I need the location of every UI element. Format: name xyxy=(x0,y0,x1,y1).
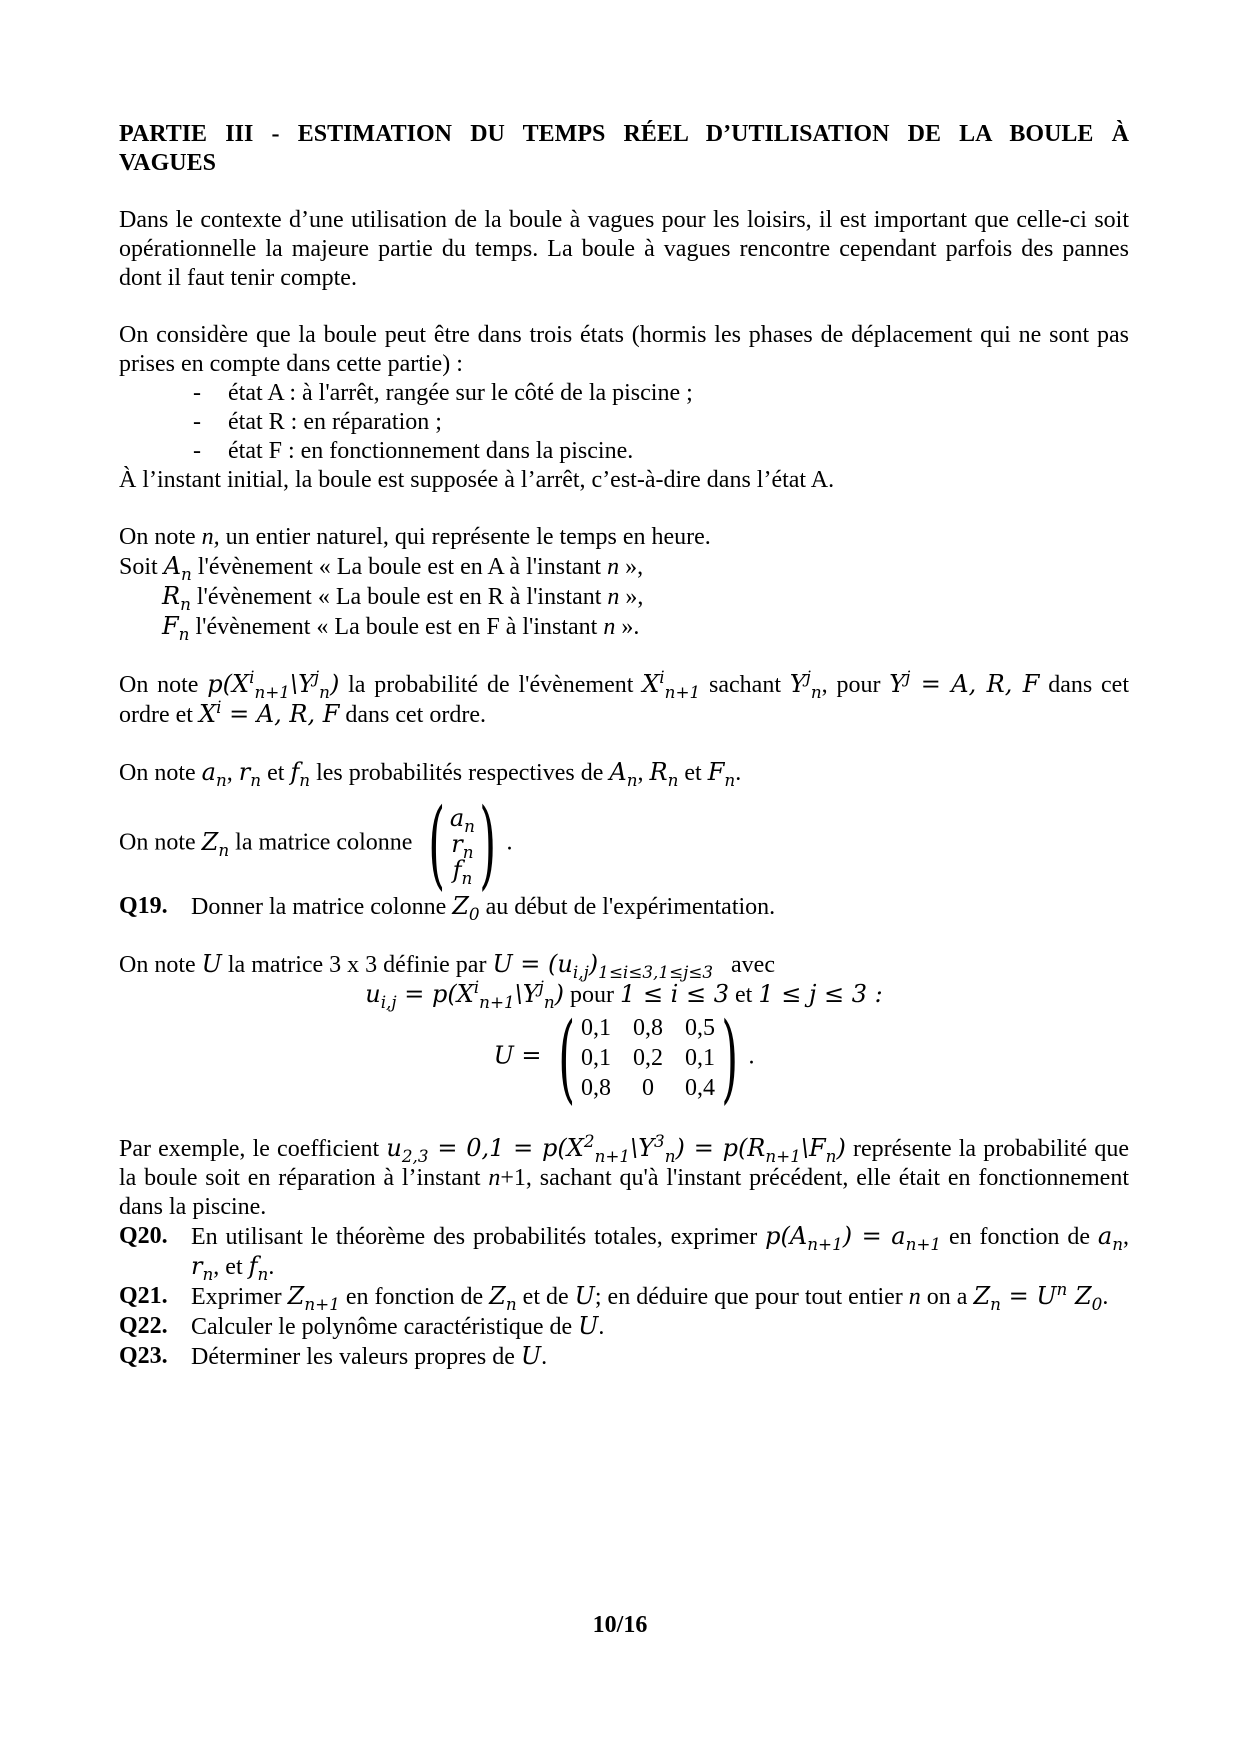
question-22: Q22. Calculer le polynôme caractéristique de U. xyxy=(119,1312,605,1340)
matrix-cell: 0,1 xyxy=(580,1015,611,1041)
example-paragraph: Par exemple, le coefficient $u_{2,3} = 0,1$ = $p(X^2_{n+1}\backslash Y^3_n)$ = $p(R_{n+1}\backslash F_n)$ représente la probabilité que la boule soit en réparation à l’instant n+1, sachant qu'à l'instant précédent, elle était en fonctionnement dans la piscine. xyxy=(119,1131,1130,1220)
matrix-cell: 0,1 xyxy=(684,1045,715,1071)
u-definition: On note U la matrice 3 x 3 définie par $U = (u_{i,j})_{1\le i\le 3,1\le j\le 3}$ avec xyxy=(119,950,775,982)
question-23: Q23. Déterminer les valeurs propres de U. xyxy=(119,1342,548,1370)
initial-state: À l’instant initial, la boule est supposée à l’arrêt, c’est-à-dire dans l’état A. xyxy=(119,467,835,493)
question-21: Q21. Exprimer $Z_{n+1}$ en fonction de $Z_n$ et de U; en déduire que pour tout entier n on a $Z_n = U^n$ $Z_0$. xyxy=(119,1279,1109,1314)
states-list xyxy=(119,379,1129,466)
matrix-u-display: U = ( 0,1 0,8 0,5 0,1 0,2 0,1 0,8 0 0,4 ) . xyxy=(493,1002,755,1114)
question-20: Q20. En utilisant le théorème des probabilités totales, exprimer $p(A_{n+1}) = a_{n+1}$ en fonction de $a_n$, $r_n$, et $f_n$. xyxy=(119,1222,1130,1284)
event-f: $F_n$ l'évènement « La boule est en F à l'instant n ». xyxy=(162,612,640,644)
zn-column-vector: ( $a_n$ $r_n$ $f_n$ ) xyxy=(428,788,497,900)
matrix-cell: 0,1 xyxy=(580,1045,611,1071)
matrix-cell: 0,4 xyxy=(684,1075,715,1101)
matrix-u xyxy=(581,1014,715,1102)
probabilities-note: On note $a_n$, $r_n$ et $f_n$ les probabilités respectives de $A_n$, $R_n$ et $F_n$. xyxy=(119,758,742,790)
matrix-cell: 0 xyxy=(641,1075,654,1101)
page-content xyxy=(119,120,1129,1372)
matrix-cell: 0,5 xyxy=(684,1015,715,1041)
time-note: On note n, un entier naturel, qui représente le temps en heure. xyxy=(119,524,711,550)
matrix-cell: 0,8 xyxy=(632,1015,663,1041)
event-r: $R_n$ l'évènement « La boule est en R à l'instant n », xyxy=(162,582,644,614)
state-f-item: - état F : en fonctionnement dans la piscine. xyxy=(193,437,1129,466)
states-intro: On considère que la boule peut être dans trois états (hormis les phases de déplacement qui ne sont pas prises en compte dans cette partie) : xyxy=(119,322,1129,377)
matrix-cell: 0,2 xyxy=(632,1045,663,1071)
zn-note: On note $Z_n$ la matrice colonne ( $a_n$ $r_n$ $f_n$ ) . xyxy=(119,788,513,900)
matrix-cell: 0,8 xyxy=(580,1075,611,1101)
state-a-item: - état A : à l'arrêt, rangée sur le côté de la piscine ; xyxy=(193,379,1129,408)
section-heading: PARTIE III - ESTIMATION DU TEMPS RÉEL D’UTILISATION DE LA BOULE À VAGUES xyxy=(119,121,1129,176)
question-19: Q19. Donner la matrice colonne $Z_0$ au début de l'expérimentation. xyxy=(119,892,776,924)
event-a: Soit $A_n$ l'évènement « La boule est en A à l'instant n », xyxy=(119,552,644,584)
page-number: 10/16 xyxy=(592,1612,648,1638)
state-r-item: - état R : en réparation ; xyxy=(193,408,1129,437)
probability-note: On note $p(X^i_{n+1}\backslash Y^j_n)$ la probabilité de l'évènement $X^i_{n+1}$ sachant $Y^j_n$, pour $Y^j = A$, R, F dans cet ordre et $X^i = A$, R, F dans cet ordre. xyxy=(119,667,1129,728)
events-block xyxy=(119,552,1129,642)
u-formula: $u_{i,j}$ = $p(X^i_{n+1}\backslash Y^j_n)$ pour 1 ≤ i ≤ 3 et 1 ≤ j ≤ 3 : xyxy=(365,977,883,1012)
intro-paragraph: Dans le contexte d’une utilisation de la boule à vagues pour les loisirs, il est important que celle-ci soit opérationnelle la majeure partie du temps. La boule à vagues rencontre cependant parfois des pannes dont il faut tenir compte. xyxy=(119,207,1129,291)
